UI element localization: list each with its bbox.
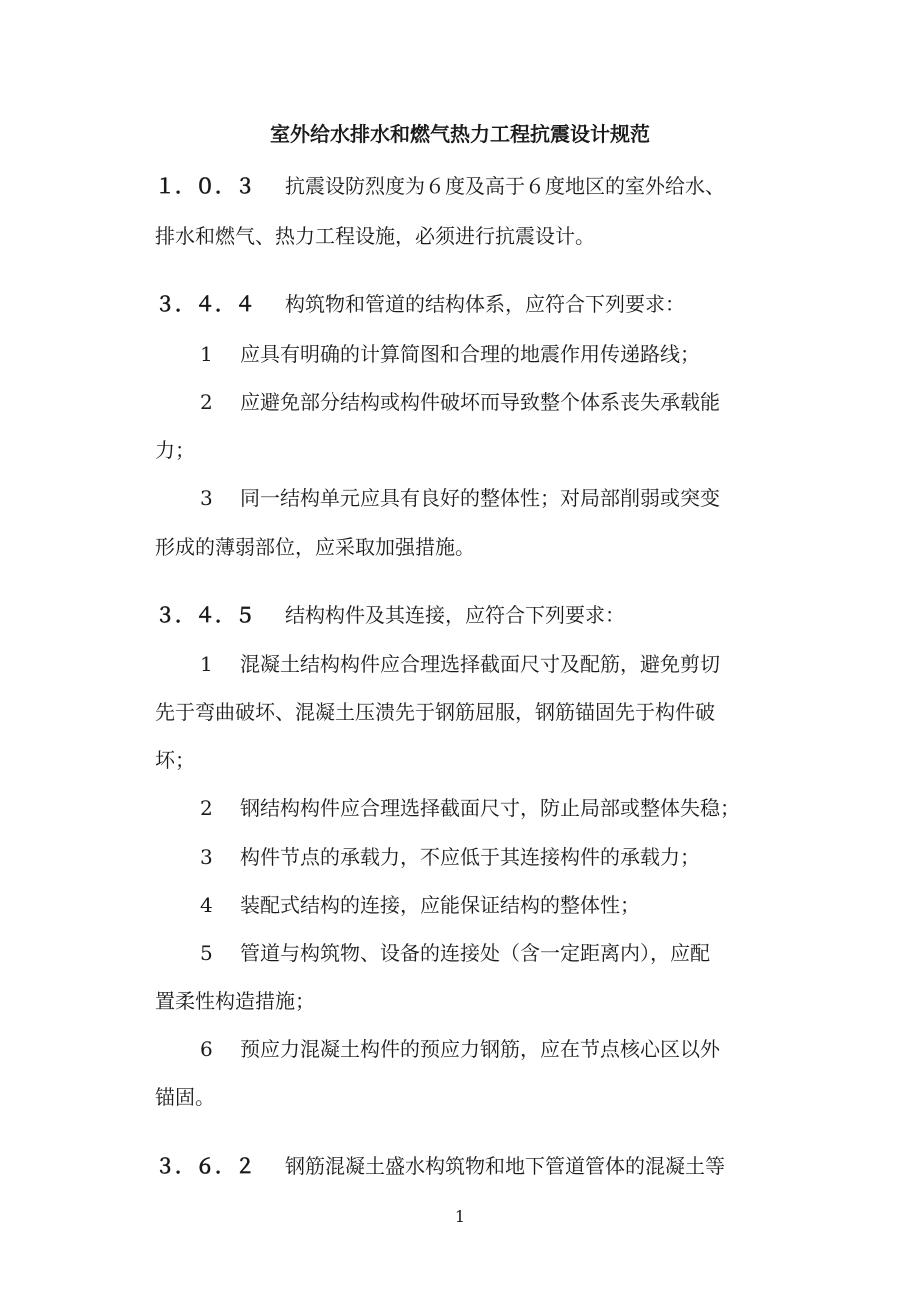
item-number: 1 <box>200 652 213 676</box>
list-item <box>200 340 700 368</box>
clause-number: １．０．３ <box>155 174 255 198</box>
item-number: 2 <box>200 796 213 820</box>
item-number: 3 <box>200 486 213 510</box>
clause-number: ３．６．２ <box>155 1154 255 1178</box>
item-text: 应具有明确的计算简图和合理的地震作用传递路线； <box>240 342 700 366</box>
item-number: 5 <box>200 941 213 965</box>
clause-text: 钢筋混凝土盛水构筑物和地下管道管体的混凝土等 <box>285 1154 725 1178</box>
clause-continuation: 排水和燃气、热力工程设施，必须进行抗震设计。 <box>155 224 595 248</box>
item-text: 构件节点的承载力，不应低于其连接构件的承载力； <box>240 845 700 869</box>
list-item <box>200 484 720 512</box>
clause-3-4-5-first-line <box>155 601 625 629</box>
list-item <box>200 388 720 416</box>
item-number: 2 <box>200 390 213 414</box>
item-text: 管道与构筑物、设备的连接处（含一定距离内），应配 <box>240 941 710 965</box>
item-continuation: 先于弯曲破坏、混凝土压溃先于钢筋屈服，钢筋锚固先于构件破 <box>155 700 715 724</box>
item-continuation: 形成的薄弱部位，应采取加强措施。 <box>155 535 475 559</box>
item-continuation: 置柔性构造措施； <box>155 989 315 1013</box>
item-number: 4 <box>200 893 213 917</box>
item-text: 预应力混凝土构件的预应力钢筋，应在节点核心区以外 <box>240 1037 720 1061</box>
item-number: 3 <box>200 845 213 869</box>
list-item <box>200 794 740 822</box>
list-item <box>200 939 710 967</box>
item-text: 混凝土结构构件应合理选择截面尺寸及配筋，避免剪切 <box>240 652 720 676</box>
list-item <box>200 650 720 678</box>
document-title: 室外给水排水和燃气热力工程抗震设计规范 <box>270 122 650 146</box>
list-item <box>200 843 700 871</box>
clause-1-0-3-first-line <box>155 172 725 200</box>
item-continuation: 锚固。 <box>155 1085 215 1109</box>
clause-text: 抗震设防烈度为６度及高于６度地区的室外给水、 <box>285 174 725 198</box>
item-text: 应避免部分结构或构件破坏而导致整个体系丧失承载能 <box>240 390 720 414</box>
item-continuation: 力； <box>155 438 195 462</box>
list-item <box>200 891 640 919</box>
clause-3-6-2-first-line <box>155 1152 725 1180</box>
item-text: 装配式结构的连接，应能保证结构的整体性； <box>240 893 640 917</box>
clause-number: ３．４．４ <box>155 292 255 316</box>
item-continuation: 坏； <box>155 748 195 772</box>
list-item <box>200 1035 720 1063</box>
clause-3-4-4-first-line <box>155 290 685 318</box>
item-number: 6 <box>200 1037 213 1061</box>
clause-number: ３．４．５ <box>155 603 255 627</box>
page-number: 1 <box>454 1207 466 1226</box>
item-text: 钢结构构件应合理选择截面尺寸，防止局部或整体失稳； <box>240 796 740 820</box>
item-number: 1 <box>200 342 213 366</box>
item-text: 同一结构单元应具有良好的整体性；对局部削弱或突变 <box>240 486 720 510</box>
clause-text: 结构构件及其连接，应符合下列要求： <box>285 603 625 627</box>
clause-text: 构筑物和管道的结构体系，应符合下列要求： <box>285 292 685 316</box>
